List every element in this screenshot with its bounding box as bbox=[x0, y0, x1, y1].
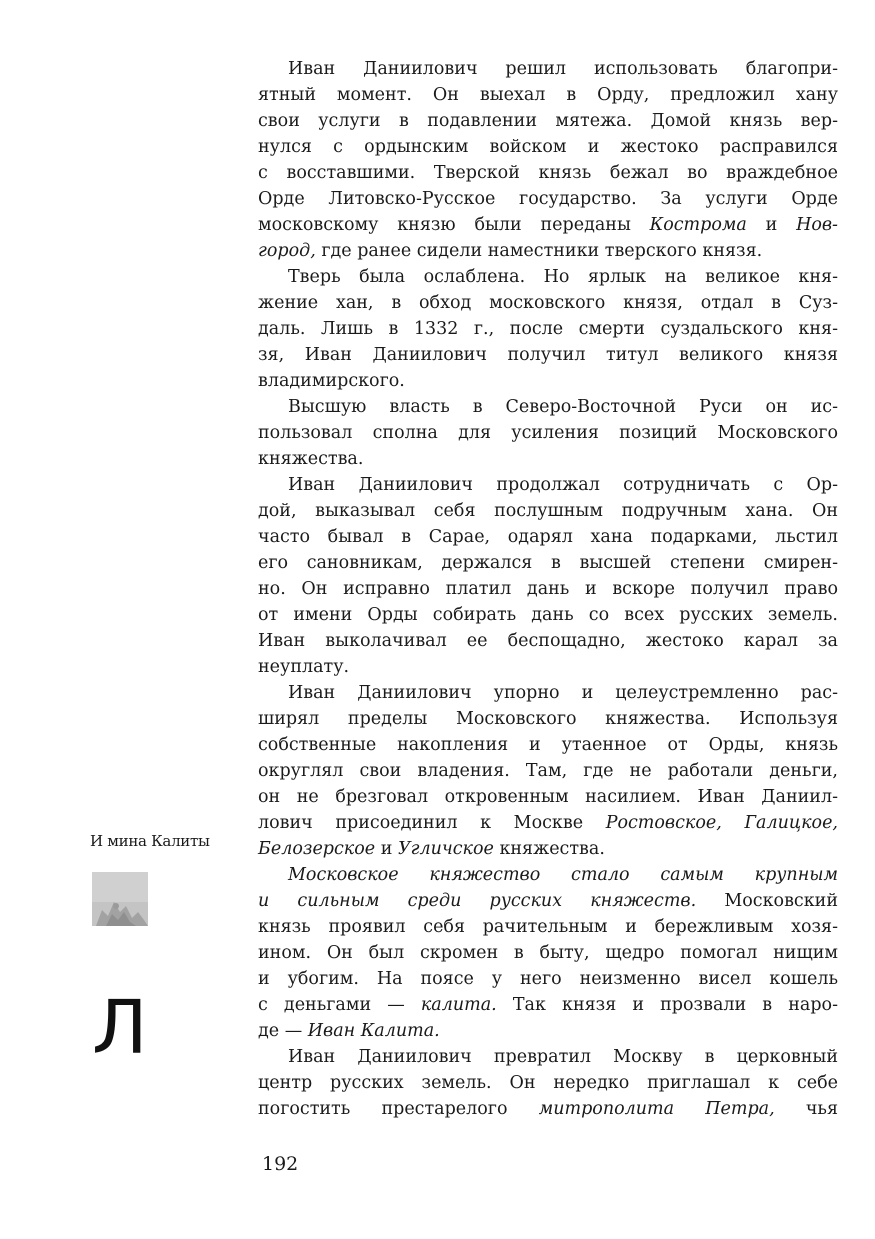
text-line: с восставшими. Тверской князь бежал во враждебное bbox=[258, 163, 838, 183]
text-line: пользовал сполна для усиления позиций Московского bbox=[258, 423, 838, 443]
text-line: Иван Даниилович превратил Москву в церковный bbox=[288, 1047, 838, 1067]
text-line: владимирского. bbox=[258, 371, 405, 391]
text-line: свои услуги в подавлении мятежа. Домой князь вер- bbox=[258, 111, 838, 131]
text-line: центр русских земель. Он нередко приглашал к себе bbox=[258, 1073, 838, 1093]
text-line: зя, Иван Даниилович получил титул великого князя bbox=[258, 345, 838, 365]
text-line: ятный момент. Он выехал в Орду, предложил хану bbox=[258, 85, 838, 105]
text-line: Иван Даниилович решил использовать благопри- bbox=[288, 59, 838, 79]
text-line: Высшую власть в Северо-Восточной Руси он ис- bbox=[288, 397, 838, 417]
thumbnail-image bbox=[92, 872, 148, 926]
italic-term: Белозерское bbox=[258, 839, 376, 859]
italic-term: Ростовское, Галицкое, bbox=[605, 813, 838, 833]
text-line: город, где ранее сидели наместники тверского князя. bbox=[258, 241, 763, 261]
italic-term: калита. bbox=[420, 995, 497, 1015]
italic-term: Кострома bbox=[649, 215, 747, 235]
italic-term: и сильным среди русских княжеств. bbox=[258, 891, 697, 911]
text-line: он не брезговал откровенным насилием. Иван Даниил- bbox=[258, 787, 838, 807]
margin-caption: И мина Калиты bbox=[90, 832, 210, 850]
text-line: лович присоединил к Москве Ростовское, Галицкое, bbox=[258, 813, 838, 833]
text-line: князь проявил себя рачительным и бережливым хозя- bbox=[258, 917, 838, 937]
drop-letter: Л bbox=[92, 985, 148, 1071]
text-line: де — Иван Калита. bbox=[258, 1021, 440, 1041]
text-line: неуплату. bbox=[258, 657, 350, 677]
text-line: дой, выказывал себя послушным подручным хана. Он bbox=[258, 501, 838, 521]
text-line: погостить престарелого митрополита Петра, чья bbox=[258, 1099, 838, 1119]
text-line: жение хан, в обход московского князя, отдал в Суз- bbox=[258, 293, 838, 313]
text-line: Орде Литовско-Русское государство. За услуги Орде bbox=[258, 189, 838, 209]
text-line: Московское княжество стало самым крупным bbox=[288, 865, 838, 885]
text-line: нулся с ордынским войском и жестоко расправился bbox=[258, 137, 838, 157]
text-line: Иван выколачивал ее беспощадно, жестоко карал за bbox=[258, 631, 838, 651]
text-line: ином. Он был скромен в быту, щедро помогал нищим bbox=[258, 943, 838, 963]
text-line: часто бывал в Сарае, одарял хана подарками, льстил bbox=[258, 527, 838, 547]
text-line: Белозерское и Угличское княжества. bbox=[258, 839, 605, 859]
italic-term: митрополита Петра, bbox=[538, 1099, 775, 1119]
text-line: Тверь была ослаблена. Но ярлык на великое кня- bbox=[288, 267, 838, 287]
text-line: ширял пределы Московского княжества. Используя bbox=[258, 709, 838, 729]
italic-term: город, bbox=[258, 241, 316, 261]
text-line: округлял свои владения. Там, где не работали деньги, bbox=[258, 761, 838, 781]
text-line: и убогим. На поясе у него неизменно висел кошель bbox=[258, 969, 838, 989]
italic-term: Угличское bbox=[397, 839, 494, 859]
thumbnail-picture bbox=[92, 872, 148, 926]
text-line: княжества. bbox=[258, 449, 364, 469]
text-line: Иван Даниилович продолжал сотрудничать с Ор- bbox=[288, 475, 838, 495]
italic-term: Нов- bbox=[796, 215, 838, 235]
text-line: от имени Орды собирать дань со всех русских земель. bbox=[258, 605, 838, 625]
main-text-column bbox=[258, 56, 838, 1122]
text-line: и сильным среди русских княжеств. Московский bbox=[258, 891, 838, 911]
text-line: московскому князю были переданы Кострома и Нов- bbox=[258, 215, 838, 235]
text-line: с деньгами — калита. Так князя и прозвали в наро- bbox=[258, 995, 838, 1015]
italic-term: Иван Калита. bbox=[307, 1021, 440, 1041]
text-line: Иван Даниилович упорно и целеустремленно рас- bbox=[288, 683, 838, 703]
text-line: его сановникам, держался в высшей степени смирен- bbox=[258, 553, 838, 573]
page-number: 192 bbox=[262, 1153, 299, 1175]
text-line: даль. Лишь в 1332 г., после смерти суздальского кня- bbox=[258, 319, 838, 339]
text-line: собственные накопления и утаенное от Орды, князь bbox=[258, 735, 838, 755]
text-line: но. Он исправно платил дань и вскоре получил право bbox=[258, 579, 838, 599]
